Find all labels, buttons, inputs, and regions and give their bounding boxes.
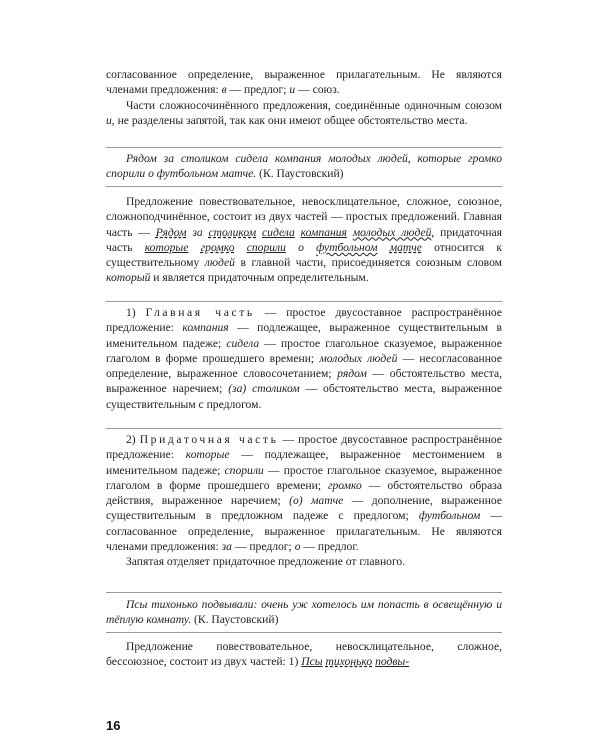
section-subordinate-part <box>106 432 502 570</box>
word: и <box>289 83 296 97</box>
word: молодых людей <box>319 351 398 365</box>
word: Псы <box>301 655 323 669</box>
divider <box>106 186 502 187</box>
text: — обстоятельство образа действия, выраженное наречием; <box>106 478 502 508</box>
text: — союз. <box>295 83 340 97</box>
text: — простое двусоставное распространённое предложение: <box>106 433 503 462</box>
word: молодых людей <box>352 225 432 239</box>
text: — простое глагольное сказуемое, выраженное глаголом в форме прошедшего времени; <box>106 463 502 492</box>
list-number: 1) <box>126 306 146 319</box>
word: рядом <box>337 367 367 381</box>
word: о <box>285 240 317 254</box>
section-title: Придаточная часть <box>139 433 279 446</box>
example-author: (К. Паустовский) <box>191 613 279 627</box>
paragraph-intro <box>106 67 502 128</box>
example-1 <box>106 151 502 182</box>
section-main-part <box>106 305 502 412</box>
analysis-1 <box>106 194 502 286</box>
space <box>188 241 200 254</box>
text: — простое глагольное сказуемое, выраженное глаголом в форме прошедшего времени; <box>106 336 502 365</box>
space <box>377 241 389 254</box>
text: — несогласованное определение, выраженное словосочетанием; <box>106 351 502 381</box>
word: о <box>294 540 301 554</box>
text: — дополнение, выраженное существительным в предложном падеже с предлогом; <box>106 494 502 523</box>
text: , придаточная часть <box>106 225 503 254</box>
word: (о) матче <box>289 494 344 508</box>
word: спорили <box>246 240 286 254</box>
divider <box>106 147 502 148</box>
text: — согласованное определение, выраженное прилагательным. Не являются членами предложения: <box>106 509 502 554</box>
text: — предлог. <box>300 540 359 554</box>
text: — обстоятельство места, выраженное существительным с предлогом. <box>106 382 502 411</box>
divider <box>106 301 502 302</box>
analysis-2 <box>106 639 502 670</box>
text: Предложение повествовательное, невосклицательное, сложное, союзное, сложноподчинённое, состоит из двух частей — простых предложений. Главная часть — <box>106 195 502 239</box>
section-title: Главная часть <box>145 306 255 319</box>
example-sentence: Рядом за столиком сидела компания молодых людей, которые громко спорили о футбольном матче. <box>106 152 502 181</box>
example-sentence: Псы тихонько подвывали: очень уж хотелось им попасть в освещённую и тёплую комнату. <box>106 598 502 627</box>
paragraph: Запятая отделяет придаточное предложение от главного. <box>126 555 406 569</box>
divider <box>106 428 502 429</box>
example-2 <box>106 597 502 628</box>
word: людей <box>204 256 235 270</box>
word: столиком <box>208 225 257 239</box>
text: относится к существительному <box>106 240 503 270</box>
space <box>235 241 247 254</box>
text: согласованное определение, выраженное прилагательным. Не являются членами предложения: <box>106 68 502 97</box>
text: — подлежащее, выраженное существительным в именительном падеже; <box>106 321 502 350</box>
word: за <box>186 225 209 239</box>
word: футбольном <box>418 509 481 523</box>
text: , не разделены запятой, так как они имеют общее обстоятельство места. <box>111 113 468 127</box>
word: тихонько <box>325 655 373 669</box>
list-number: 2) <box>126 433 140 446</box>
word: сидела <box>262 225 295 239</box>
word: подвы- <box>375 655 410 669</box>
word: сидела <box>226 336 260 350</box>
word: и <box>106 113 112 127</box>
word: матче <box>389 240 422 254</box>
paragraph-1 <box>106 67 502 98</box>
word: которые <box>185 448 230 462</box>
example-author: (К. Паустовский) <box>256 167 344 181</box>
word: компания <box>300 225 347 239</box>
word: в <box>221 83 227 97</box>
divider <box>106 592 502 593</box>
word: (за) столиком <box>228 382 300 396</box>
word: которые <box>144 240 189 254</box>
word: который <box>106 271 151 285</box>
text: — предлог; <box>226 83 290 97</box>
divider <box>106 632 502 633</box>
text: Предложение повествовательное, невосклицательное, сложное, бессоюзное, состоит из двух частей: 1) <box>106 640 502 669</box>
text: — обстоятельство места, выраженное наречием; <box>106 367 502 396</box>
text: и является придаточным определительным. <box>150 271 369 285</box>
word: Рядом <box>155 225 187 239</box>
paragraph-2 <box>106 98 502 129</box>
word: спорили <box>224 463 264 477</box>
word: за <box>221 540 232 554</box>
text: — предлог; <box>231 540 295 554</box>
text: — простое двусоставное распространённое предложение: <box>106 306 502 335</box>
text: — подлежащее, выраженное местоимением в именительном падеже; <box>106 448 502 477</box>
word: громко <box>200 240 235 254</box>
text: Части сложносочинённого предложения, соединённые одиночным союзом <box>126 98 502 112</box>
word: громко <box>327 478 362 492</box>
page-number: 16 <box>106 718 121 733</box>
word: футбольном <box>316 240 378 254</box>
word: компания <box>182 321 229 335</box>
text: в главной части, присоединяется союзным словом <box>234 256 502 270</box>
